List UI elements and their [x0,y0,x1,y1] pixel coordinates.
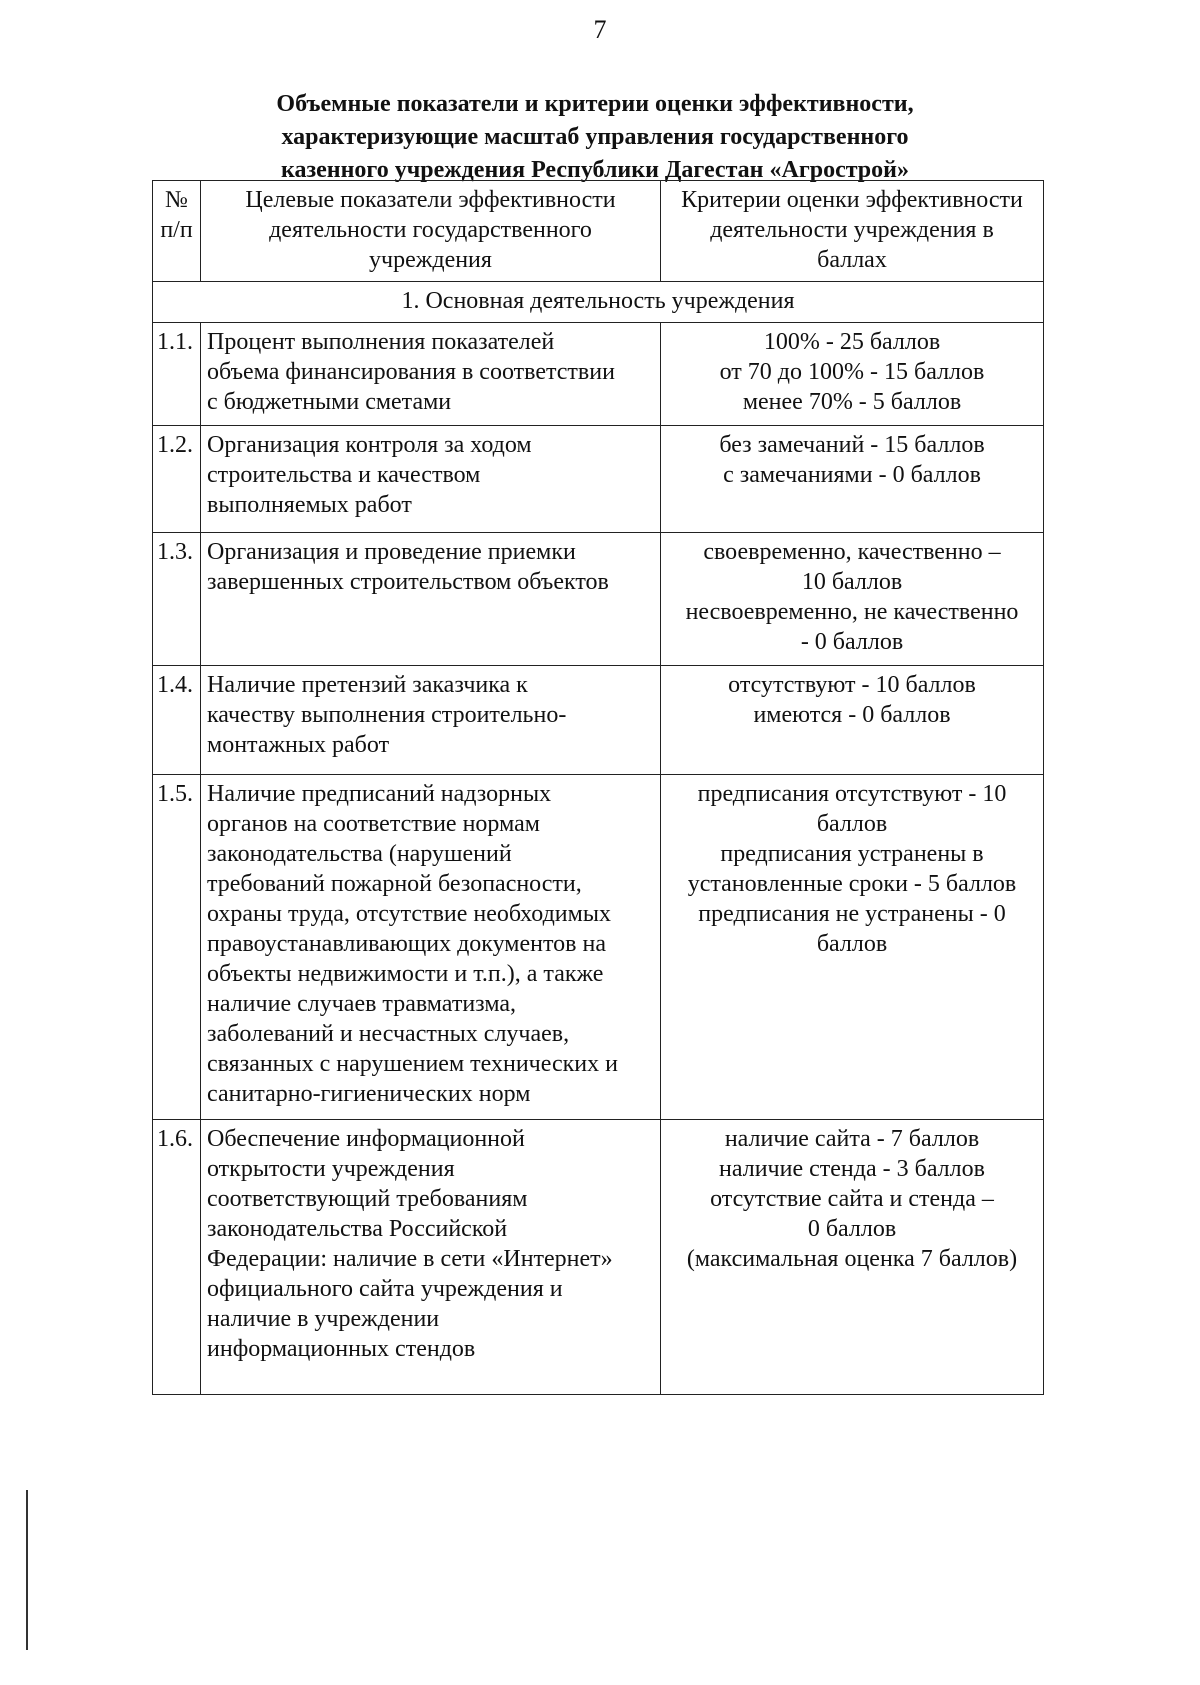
indicator-line: Организация контроля за ходом [207,432,532,458]
criteria-line: баллов [816,811,888,837]
indicator-line: строительства и качеством [207,462,481,488]
row-criteria [661,426,1044,533]
header-text: № [165,187,188,213]
indicator-line: правоустанавливающих документов на [207,931,606,957]
row-indicator [201,1120,661,1395]
criteria-line: 10 баллов [801,569,903,595]
table-row [153,533,1044,666]
row-indicator [201,775,661,1120]
criteria-line: предписания устранены в [720,841,984,867]
title-line: характеризующие масштаб управления государственного [281,124,909,150]
criteria-line: наличие стенда - 3 баллов [719,1156,985,1182]
row-number: 1.3. [153,533,201,666]
criteria-line: наличие сайта - 7 баллов [724,1126,980,1152]
indicator-line: заболеваний и несчастных случаев, [207,1021,570,1047]
indicator-line: Федерации: наличие в сети «Интернет» [207,1246,613,1272]
scan-margin-line [26,1490,28,1650]
row-indicator [201,323,661,426]
header-indicators [201,181,661,282]
indicator-line: законодательства (нарушений [207,841,512,867]
indicator-line: информационных стендов [207,1336,476,1362]
indicator-line: наличие в учреждении [207,1306,440,1332]
header-num [153,181,201,282]
criteria-line: 0 баллов [807,1216,897,1242]
row-number: 1.4. [153,666,201,775]
indicator-line: Организация и проведение приемки [207,539,576,565]
row-number: 1.1. [153,323,201,426]
section-title: 1. Основная деятельность учреждения [153,282,1044,323]
row-number: 1.6. [153,1120,201,1395]
indicator-line: санитарно-гигиенических норм [207,1081,531,1107]
indicator-line: официального сайта учреждения и [207,1276,563,1302]
criteria-line: отсутствие сайта и стенда – [710,1186,994,1212]
row-criteria [661,323,1044,426]
header-text: деятельности государственного [269,217,592,243]
criteria-line: 100% - 25 баллов [763,329,941,355]
row-criteria [661,533,1044,666]
criteria-line: отсутствуют - 10 баллов [728,672,976,698]
criteria-line: баллов [816,931,888,957]
indicator-line: законодательства Российской [207,1216,508,1242]
header-criteria [661,181,1044,282]
indicator-line: Процент выполнения показателей [207,329,555,355]
criteria-line: установленные сроки - 5 баллов [687,871,1017,897]
table-row [153,1120,1044,1395]
row-number: 1.5. [153,775,201,1120]
indicator-line: выполняемых работ [207,492,412,518]
criteria-line: - 0 баллов [800,629,904,655]
indicator-line: монтажных работ [207,732,390,758]
indicator-line: связанных с нарушением технических и [207,1051,618,1077]
row-criteria [661,1120,1044,1395]
indicator-line: объекты недвижимости и т.п.), а также [207,961,604,987]
header-text: учреждения [369,247,492,273]
header-text: Критерии оценки эффективности [681,187,1023,213]
indicator-line: Обеспечение информационной [207,1126,525,1152]
criteria-line: предписания отсутствуют - 10 [697,781,1007,807]
table-row [153,426,1044,533]
row-indicator [201,533,661,666]
criteria-line: (максимальная оценка 7 баллов) [686,1246,1018,1272]
criteria-line: предписания не устранены - 0 [698,901,1006,927]
indicator-line: Наличие претензий заказчика к [207,672,528,698]
criteria-line: несвоевременно, не качественно [685,599,1019,625]
criteria-table [152,180,1044,1395]
title-line: Объемные показатели и критерии оценки эффективности, [276,91,914,117]
criteria-line: имеются - 0 баллов [753,702,951,728]
header-text: баллах [817,247,887,273]
criteria-line: менее 70% - 5 баллов [742,389,962,415]
indicator-line: завершенных строительством объектов [207,569,609,595]
criteria-line: от 70 до 100% - 15 баллов [719,359,985,385]
indicator-line: Наличие предписаний надзорных [207,781,552,807]
indicator-line: качеству выполнения строительно- [207,702,567,728]
indicator-line: наличие случаев травматизма, [207,991,516,1017]
section-row [153,282,1044,323]
row-criteria [661,775,1044,1120]
criteria-line: без замечаний - 15 баллов [719,432,985,458]
table-row [153,666,1044,775]
indicator-line: охраны труда, отсутствие необходимых [207,901,611,927]
table-row [153,775,1044,1120]
row-indicator [201,666,661,775]
criteria-line: с замечаниями - 0 баллов [723,462,981,488]
indicator-line: открытости учреждения [207,1156,455,1182]
document-title [150,88,1040,187]
row-number: 1.2. [153,426,201,533]
indicator-line: соответствующий требованиям [207,1186,528,1212]
criteria-line: своевременно, качественно – [703,539,1001,565]
header-text: Целевые показатели эффективности [245,187,616,213]
page-number: 7 [593,15,607,44]
header-text: п/п [160,217,193,243]
row-criteria [661,666,1044,775]
table-row [153,323,1044,426]
table-header-row [153,181,1044,282]
row-indicator [201,426,661,533]
header-text: деятельности учреждения в [710,217,994,243]
indicator-line: органов на соответствие нормам [207,811,540,837]
indicator-line: требований пожарной безопасности, [207,871,582,897]
indicator-line: с бюджетными сметами [207,389,452,415]
title-line: казенного учреждения Республики Дагестан «Агрострой» [281,157,909,183]
indicator-line: объема финансирования в соответствии [207,359,615,385]
